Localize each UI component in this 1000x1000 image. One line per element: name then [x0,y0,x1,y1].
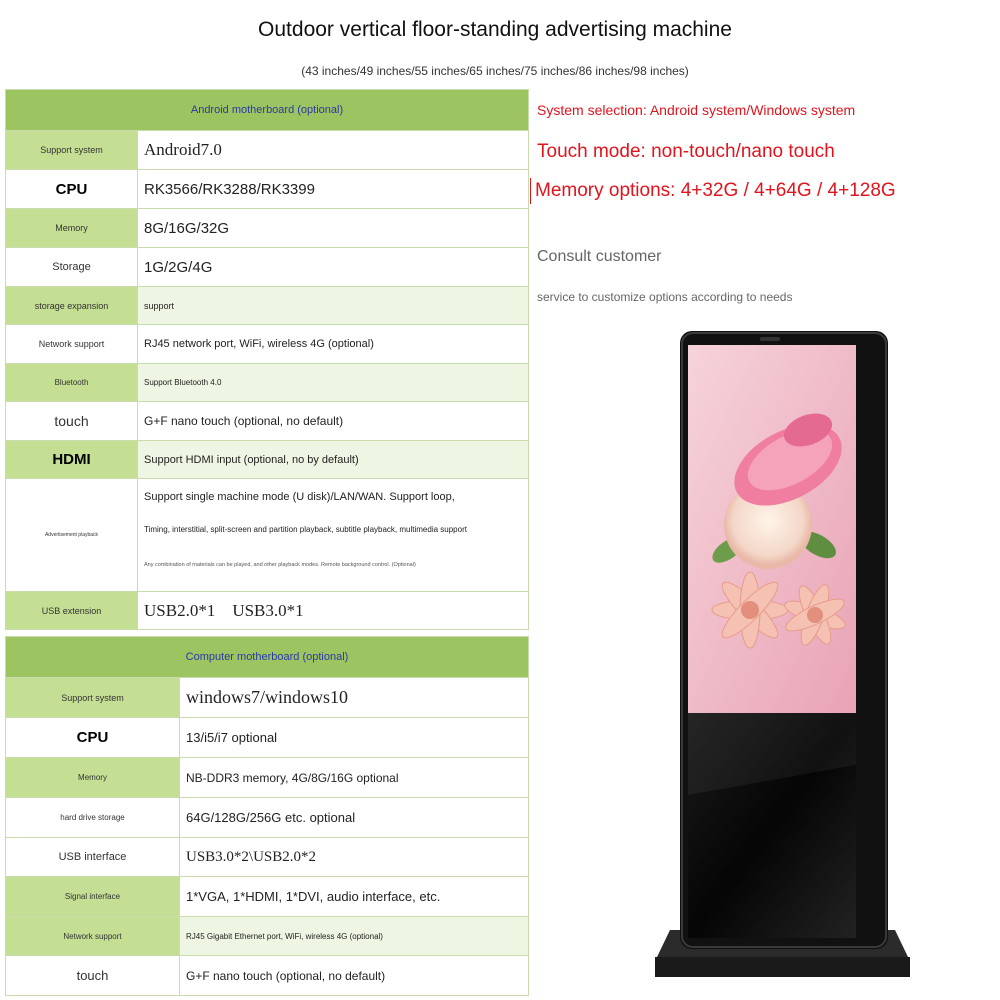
table-row [6,364,529,402]
row-label: Memory [6,758,180,798]
row-value: RJ45 Gigabit Ethernet port, WiFi, wireless 4G (optional) [180,917,529,956]
row-label: USB interface [6,838,180,877]
row-label: Network support [6,917,180,956]
row-value: Support HDMI input (optional, no by default) [138,441,529,479]
row-value: RK3566/RK3288/RK3399 [138,170,529,209]
row-value: 64G/128G/256G etc. optional [180,798,529,838]
row-label: Memory [6,209,138,248]
table-row [6,170,529,209]
memory-options-text: Memory options: 4+32G / 4+64G / 4+128G [535,180,896,201]
row-label: touch [6,402,138,441]
row-value: Support Bluetooth 4.0 [138,364,529,402]
table-row [6,479,529,592]
system-selection-text: System selection: Android system/Windows system [537,102,856,118]
row-label: Support system [6,131,138,170]
row-value: support [138,287,529,325]
row-label: storage expansion [6,287,138,325]
row-label: Support system [6,678,180,718]
row-label: Advertisement playback [6,479,138,592]
consult-text: Consult customer [537,248,662,265]
row-label: Bluetooth [6,364,138,402]
row-value: Android7.0 [138,131,529,170]
table-row [6,798,529,838]
row-value: USB3.0*2\USB2.0*2 [180,838,529,877]
row-label: CPU [6,718,180,758]
row-value [138,479,529,592]
table-row [6,402,529,441]
table-row [6,325,529,364]
row-value: windows7/windows10 [180,678,529,718]
computer-table-header [6,637,529,678]
row-value: NB-DDR3 memory, 4G/8G/16G optional [180,758,529,798]
table-row [6,718,529,758]
table-row [6,678,529,718]
table-row [6,441,529,479]
row-value: 8G/16G/32G [138,209,529,248]
computer-spec-table [5,636,529,996]
table-row [6,838,529,877]
memory-marker [530,178,531,204]
table-row [6,287,529,325]
table-row [6,131,529,170]
android-table-heading: Android motherboard (optional) [6,90,529,131]
playback-line-2: Timing, interstitial, split-screen and partition playback, subtitle playback, multimedia support [144,525,467,534]
row-value: 13/i5/i7 optional [180,718,529,758]
size-list: (43 inches/49 inches/55 inches/65 inches/75 inches/86 inches/98 inches) [301,64,689,78]
advertising-kiosk-image [650,325,915,990]
row-value: USB2.0*1 USB3.0*1 [138,592,529,630]
table-row [6,758,529,798]
row-label: touch [6,956,180,996]
row-label: Signal interface [6,877,180,917]
table-row [6,209,529,248]
row-label: hard drive storage [6,798,180,838]
row-label: HDMI [6,441,138,479]
row-label: Network support [6,325,138,364]
row-value: RJ45 network port, WiFi, wireless 4G (optional) [138,325,529,364]
touch-mode-text: Touch mode: non-touch/nano touch [537,141,835,162]
row-label: USB extension [6,592,138,630]
computer-table-heading: Computer motherboard (optional) [6,637,529,678]
service-text: service to customize options according to needs [537,290,793,304]
row-value: G+F nano touch (optional, no default) [138,402,529,441]
row-label: CPU [6,170,138,209]
table-row [6,917,529,956]
playback-line-1: Support single machine mode (U disk)/LAN/WAN. Support loop, [144,491,455,503]
row-value: 1*VGA, 1*HDMI, 1*DVI, audio interface, etc. [180,877,529,917]
table-row [6,877,529,917]
row-label: Storage [6,248,138,287]
playback-line-3: Any combination of materials can be played, and other playback modes. Remote background control. (Optional) [144,562,416,568]
android-table-header [6,90,529,131]
row-value: G+F nano touch (optional, no default) [180,956,529,996]
table-row [6,956,529,996]
table-row [6,248,529,287]
page-title: Outdoor vertical floor-standing advertising machine [258,18,732,41]
table-row [6,592,529,630]
row-value: 1G/2G/4G [138,248,529,287]
android-spec-table [5,89,529,630]
